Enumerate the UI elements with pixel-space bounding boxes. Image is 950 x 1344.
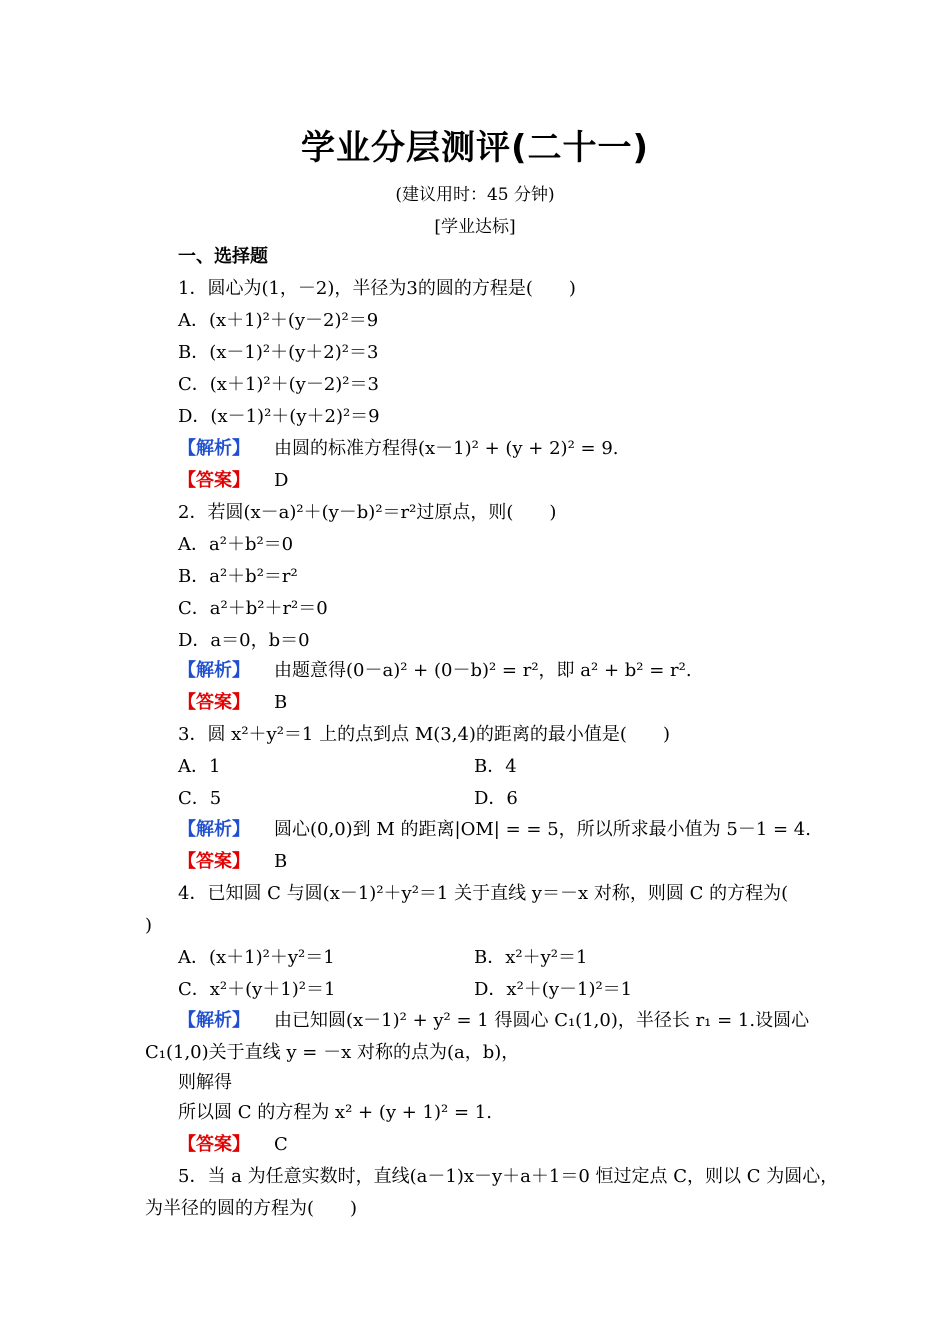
q2-option-b: B．a²＋b²＝r²	[178, 566, 298, 587]
analysis-tag: 【解析】	[178, 660, 250, 681]
q1-option-d: D．(x－1)²＋(y＋2)²＝9	[178, 406, 380, 427]
answer-tag: 【答案】	[178, 470, 250, 491]
q4-option-b: B．x²＋y²＝1	[474, 947, 588, 968]
section-heading: 一、选择题	[178, 246, 268, 267]
answer-tag: 【答案】	[178, 1134, 250, 1155]
q4-stem: 4．已知圆 C 与圆(x－1)²＋y²＝1 关于直线 y＝－x 对称，则圆 C 的方程为(	[178, 883, 789, 904]
q3-option-c: C．5	[178, 788, 222, 809]
q1-answer-text: D	[274, 470, 289, 491]
q1-analysis-text: 由圆的标准方程得(x－1)² + (y + 2)² = 9.	[274, 438, 619, 459]
q1-analysis	[178, 436, 619, 462]
q1-option-a: A．(x＋1)²＋(y－2)²＝9	[178, 310, 379, 331]
q4-answer-text: C	[274, 1134, 288, 1155]
page-title: 学业分层测评(二十一)	[300, 128, 650, 168]
q1-answer	[178, 468, 288, 494]
q2-option-c: C．a²＋b²＋r²＝0	[178, 598, 328, 619]
section-tag: [学业达标]	[434, 217, 516, 237]
q4-option-c: C．x²＋(y＋1)²＝1	[178, 979, 336, 1000]
answer-tag: 【答案】	[178, 692, 250, 713]
analysis-tag: 【解析】	[178, 438, 250, 459]
q4-analysis-text-1: 由已知圆(x－1)² + y² = 1 得圆心 C₁(1,0)，半径长 r₁ = 1.设圆心	[274, 1010, 810, 1031]
q2-analysis-text: 由题意得(0－a)² + (0－b)² = r²，即 a² + b² = r².	[274, 660, 692, 681]
q2-answer-text: B	[274, 692, 288, 713]
q4-analysis	[178, 1008, 809, 1034]
q2-analysis	[178, 658, 692, 684]
q1-option-c: C．(x＋1)²＋(y－2)²＝3	[178, 374, 379, 395]
time-hint: (建议用时：45 分钟)	[395, 185, 555, 205]
q3-analysis	[178, 817, 811, 843]
q2-option-d: D．a＝0，b＝0	[178, 630, 310, 651]
q4-option-d: D．x²＋(y－1)²＝1	[474, 979, 633, 1000]
q2-option-a: A．a²＋b²＝0	[178, 534, 294, 555]
q1-option-b: B．(x－1)²＋(y＋2)²＝3	[178, 342, 379, 363]
q4-option-a: A．(x＋1)²＋y²＝1	[178, 947, 335, 968]
analysis-tag: 【解析】	[178, 819, 250, 840]
q3-option-a: A．1	[178, 756, 221, 777]
q2-stem: 2．若圆(x－a)²＋(y－b)²＝r²过原点，则( )	[178, 502, 557, 523]
q3-stem: 3．圆 x²＋y²＝1 上的点到点 M(3,4)的距离的最小值是( )	[178, 724, 670, 745]
q4-stem-continued: )	[145, 915, 153, 936]
q1-stem: 1．圆心为(1，－2)，半径为3的圆的方程是( )	[178, 278, 576, 299]
q5-stem-continued: 为半径的圆的方程为( )	[145, 1198, 358, 1219]
analysis-tag: 【解析】	[178, 1010, 250, 1031]
q3-option-b: B．4	[474, 756, 517, 777]
q4-analysis-text-3: 则解得	[178, 1072, 232, 1093]
answer-tag: 【答案】	[178, 851, 250, 872]
q4-analysis-text-2: C₁(1,0)关于直线 y = －x 对称的点为(a，b)，	[145, 1042, 520, 1063]
q3-answer-text: B	[274, 851, 288, 872]
q4-answer	[178, 1132, 288, 1158]
q3-analysis-text: 圆心(0,0)到 M 的距离|OM| = = 5，所以所求最小值为 5－1 = 4.	[274, 819, 811, 840]
q3-option-d: D．6	[474, 788, 518, 809]
q4-analysis-text-4: 所以圆 C 的方程为 x² + (y + 1)² = 1.	[178, 1102, 492, 1123]
q2-answer	[178, 690, 287, 716]
q3-answer	[178, 849, 287, 875]
q5-stem: 5．当 a 为任意实数时，直线(a－1)x－y＋a＋1＝0 恒过定点 C，则以 C 为圆心，	[178, 1166, 839, 1187]
